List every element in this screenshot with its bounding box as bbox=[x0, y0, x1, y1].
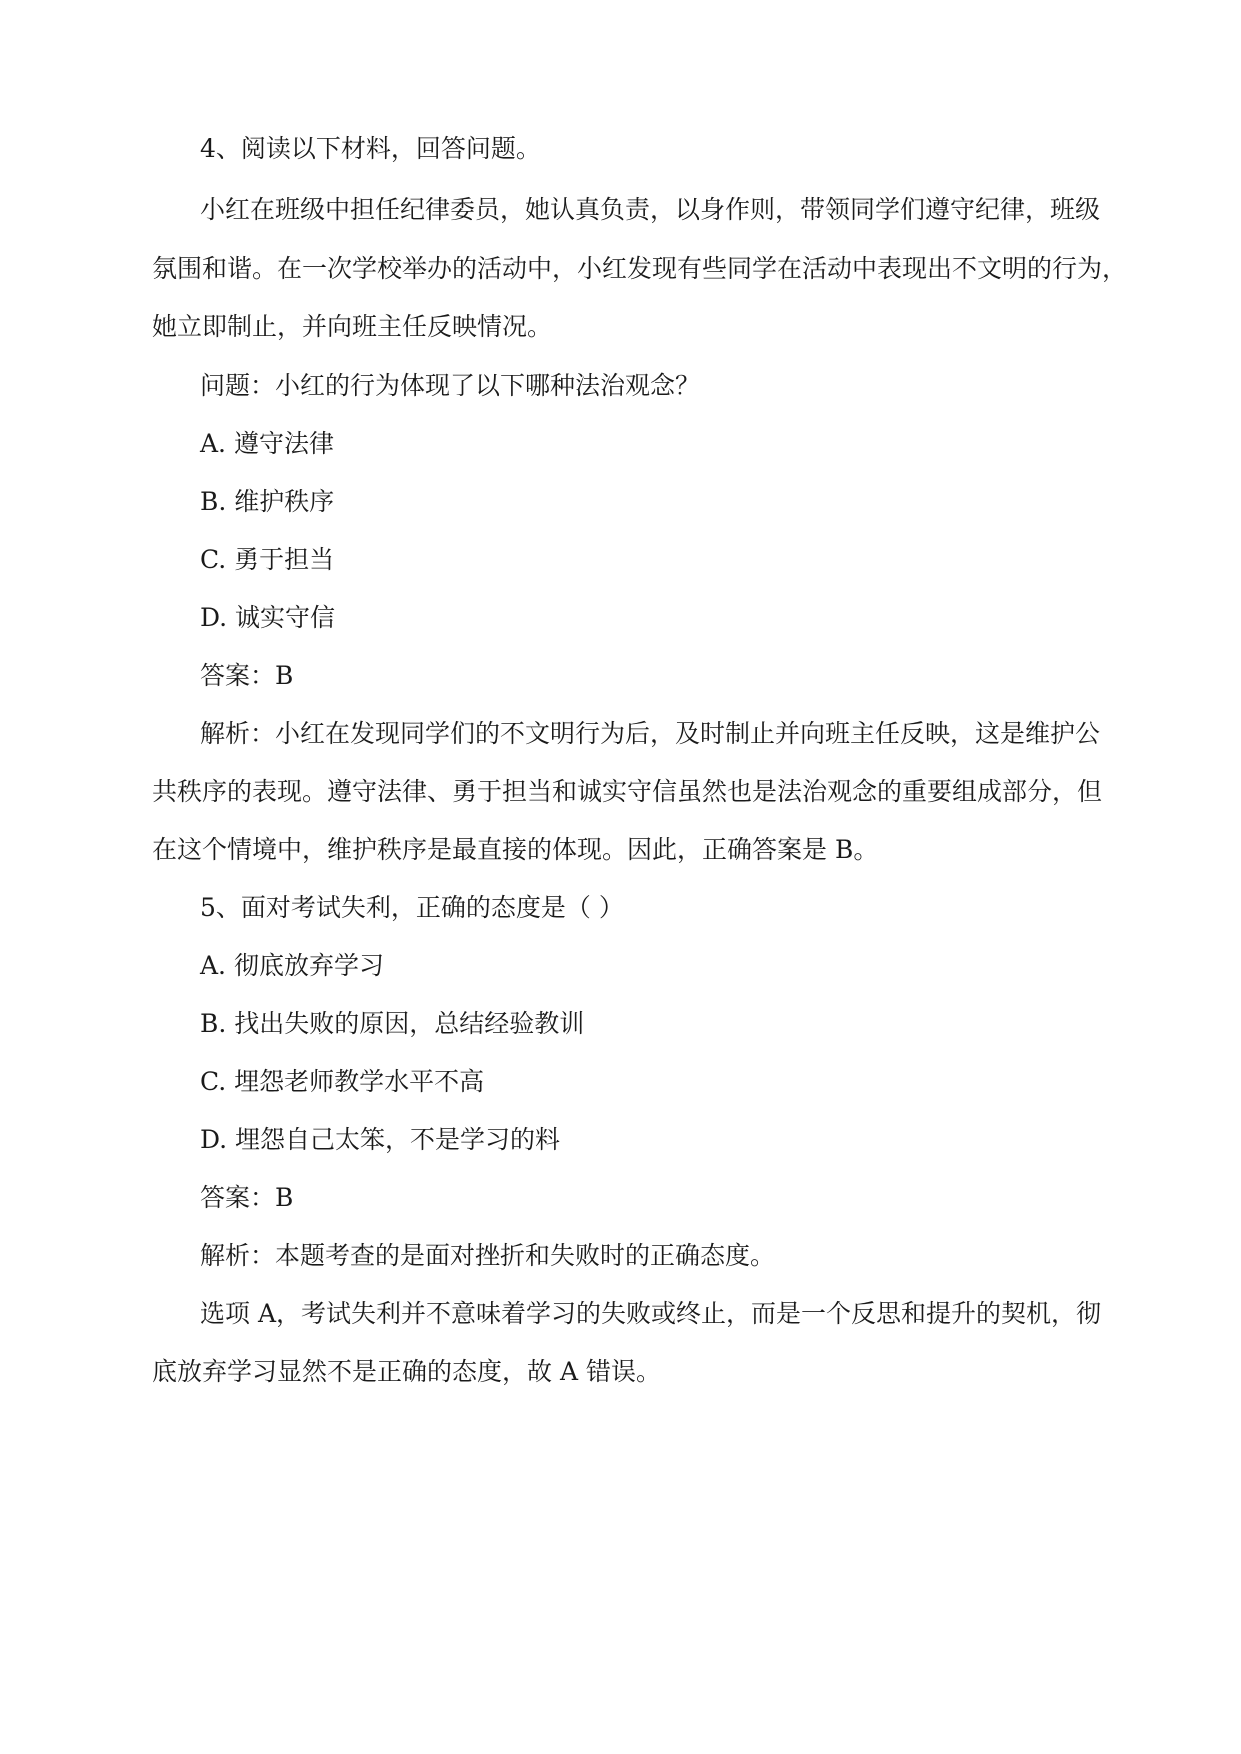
q4-analysis-line-3: 在这个情境中，维护秩序是最直接的体现。因此，正确答案是 B。 bbox=[152, 835, 879, 864]
q5-option-c: C. 埋怨老师教学水平不高 bbox=[200, 1067, 485, 1096]
q5-option-a: A. 彻底放弃学习 bbox=[200, 951, 384, 980]
q5-analysis-intro: 解析：本题考查的是面对挫折和失败时的正确态度。 bbox=[200, 1241, 776, 1270]
q4-answer: 答案：B bbox=[200, 661, 294, 690]
q4-material-line-1: 小红在班级中担任纪律委员，她认真负责，以身作则，带领同学们遵守纪律，班级 bbox=[200, 195, 1101, 224]
q4-option-a: A. 遵守法律 bbox=[200, 429, 334, 458]
q4-question: 问题：小红的行为体现了以下哪种法治观念？ bbox=[200, 371, 701, 400]
q4-heading: 4、阅读以下材料，回答问题。 bbox=[200, 134, 541, 163]
q4-option-b: B. 维护秩序 bbox=[200, 487, 335, 516]
q4-material-line-2: 氛围和谐。在一次学校举办的活动中，小红发现有些同学在活动中表现出不文明的行为， bbox=[152, 254, 1128, 283]
q5-heading: 5、面对考试失利，正确的态度是（ ） bbox=[200, 893, 624, 922]
q4-option-d: D. 诚实守信 bbox=[200, 603, 336, 632]
q4-option-c: C. 勇于担当 bbox=[200, 545, 335, 574]
q5-option-a-analysis-line-1: 选项 A，考试失利并不意味着学习的失败或终止，而是一个反思和提升的契机，彻 bbox=[200, 1299, 1102, 1328]
q5-answer: 答案：B bbox=[200, 1183, 294, 1212]
q5-option-b: B. 找出失败的原因，总结经验教训 bbox=[200, 1009, 585, 1038]
q5-option-d: D. 埋怨自己太笨，不是学习的料 bbox=[200, 1125, 561, 1154]
q4-material-line-3: 她立即制止，并向班主任反映情况。 bbox=[152, 312, 553, 341]
q5-option-a-analysis-line-2: 底放弃学习显然不是正确的态度，故 A 错误。 bbox=[152, 1357, 661, 1386]
q4-analysis-line-1: 解析：小红在发现同学们的不文明行为后，及时制止并向班主任反映，这是维护公 bbox=[200, 719, 1101, 748]
q4-analysis-line-2: 共秩序的表现。遵守法律、勇于担当和诚实守信虽然也是法治观念的重要组成部分，但 bbox=[152, 777, 1103, 806]
